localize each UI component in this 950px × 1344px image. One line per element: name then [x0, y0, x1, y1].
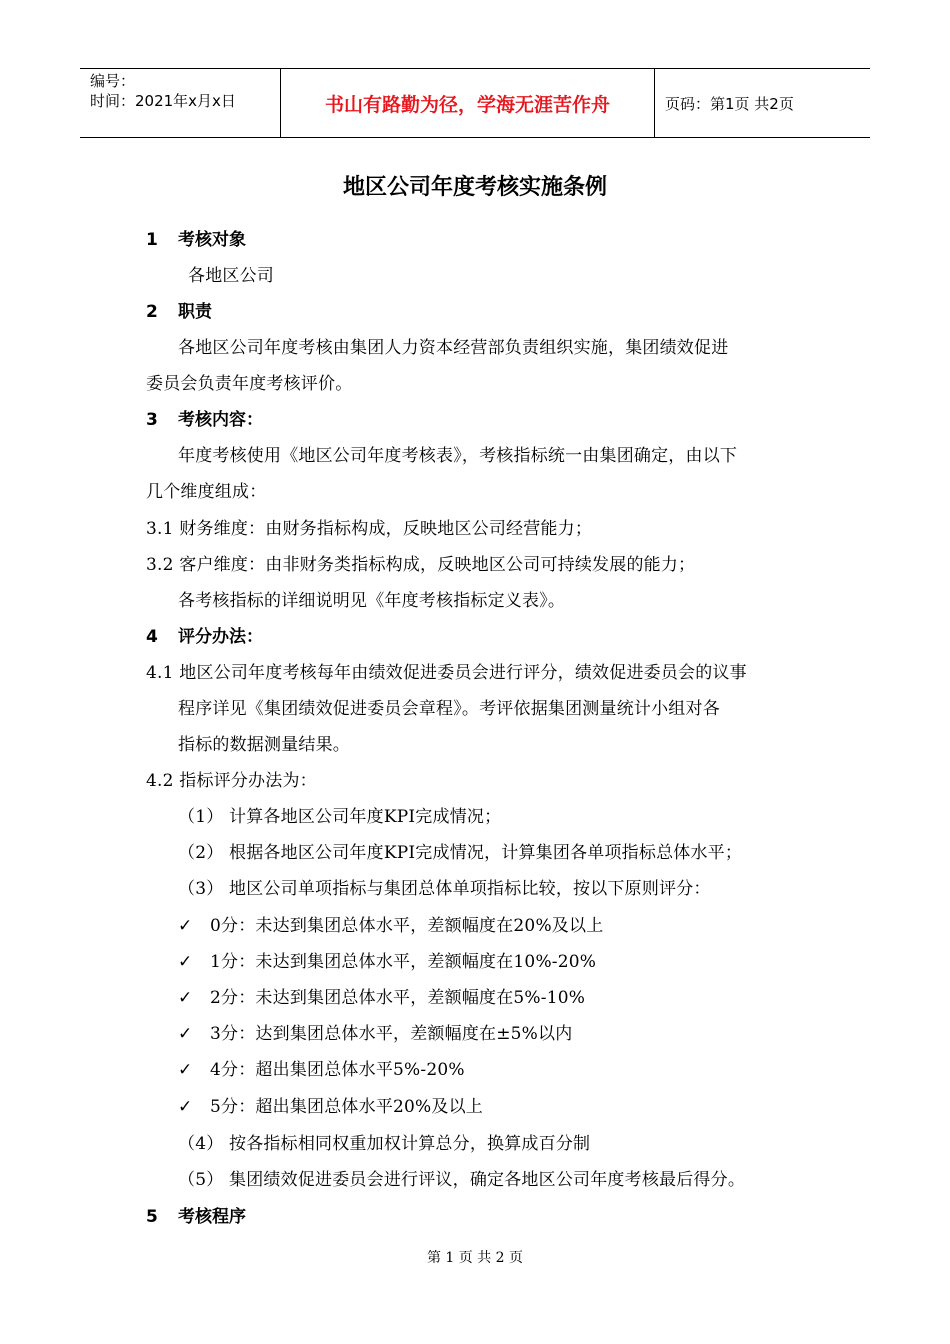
- header-motto: 书山有路勤为径，学海无涯苦作舟: [280, 69, 655, 137]
- score-rule: ✓ 5分：超出集团总体水平20%及以上: [178, 1097, 484, 1117]
- check-icon: ✓: [178, 1060, 193, 1080]
- header-meta: [80, 69, 280, 137]
- section-heading-4: 4 评分办法：: [146, 627, 263, 647]
- check-icon: ✓: [178, 952, 193, 972]
- section-heading-1: 1 考核对象: [146, 230, 246, 250]
- check-icon: ✓: [178, 916, 193, 936]
- score-rule: ✓ 1分：未达到集团总体水平，差额幅度在10%-20%: [178, 952, 597, 972]
- section-heading-2: 2 职责: [146, 302, 212, 322]
- list-item: （3） 地区公司单项指标与集团总体单项指标比较，按以下原则评分：: [178, 879, 711, 899]
- section-3-body-line: 几个维度组成：: [146, 482, 267, 502]
- score-rule: ✓ 3分：达到集团总体水平，差额幅度在±5%以内: [178, 1024, 573, 1044]
- page-footer: 第 1 页 共 2 页: [426, 1250, 524, 1266]
- list-item: （5） 集团绩效促进委员会进行评议，确定各地区公司年度考核最后得分。: [178, 1170, 746, 1190]
- section-4-1-line: 指标的数据测量结果。: [178, 735, 350, 755]
- section-4-1-line: 程序详见《集团绩效促进委员会章程》。考评依据集团测量统计小组对各: [178, 699, 720, 719]
- header-page-info: 页码：第1页 共2页: [665, 94, 794, 113]
- header-date: 时间：2021年x月x日: [90, 92, 236, 110]
- check-icon: ✓: [178, 1097, 193, 1117]
- section-3-body-line: 年度考核使用《地区公司年度考核表》，考核指标统一由集团确定，由以下: [178, 446, 738, 466]
- header-number: 编号：: [90, 72, 136, 90]
- section-2-body-line: 委员会负责年度考核评价。: [146, 374, 353, 394]
- section-4-2: 4.2 指标评分办法为：: [146, 771, 317, 791]
- section-3-2: 3.2 客户维度：由非财务类指标构成，反映地区公司可持续发展的能力；: [146, 555, 696, 575]
- document-title: 地区公司年度考核实施条例: [342, 175, 607, 200]
- score-rule: ✓ 4分：超出集团总体水平5%-20%: [178, 1060, 465, 1080]
- section-heading-3: 3 考核内容：: [146, 410, 263, 430]
- check-icon: ✓: [178, 1024, 193, 1044]
- check-icon: ✓: [178, 988, 193, 1008]
- section-4-1-line: 4.1 地区公司年度考核每年由绩效促进委员会进行评分，绩效促进委员会的议事: [146, 663, 747, 683]
- list-item: （1） 计算各地区公司年度KPI完成情况；: [178, 807, 502, 827]
- score-rule: ✓ 2分：未达到集团总体水平，差额幅度在5%-10%: [178, 988, 586, 1008]
- list-item: （2） 根据各地区公司年度KPI完成情况，计算集团各单项指标总体水平；: [178, 843, 743, 863]
- section-3-note: 各考核指标的详细说明见《年度考核指标定义表》。: [178, 591, 566, 611]
- section-heading-5: 5 考核程序: [146, 1207, 246, 1227]
- page-header: [80, 68, 870, 138]
- section-2-body-line: 各地区公司年度考核由集团人力资本经营部负责组织实施，集团绩效促进: [178, 338, 729, 358]
- section-1-body: 各地区公司: [188, 266, 274, 286]
- list-item: （4） 按各指标相同权重加权计算总分，换算成百分制: [178, 1134, 591, 1154]
- score-rule: ✓ 0分：未达到集团总体水平，差额幅度在20%及以上: [178, 916, 604, 936]
- section-3-1: 3.1 财务维度：由财务指标构成，反映地区公司经营能力；: [146, 519, 593, 539]
